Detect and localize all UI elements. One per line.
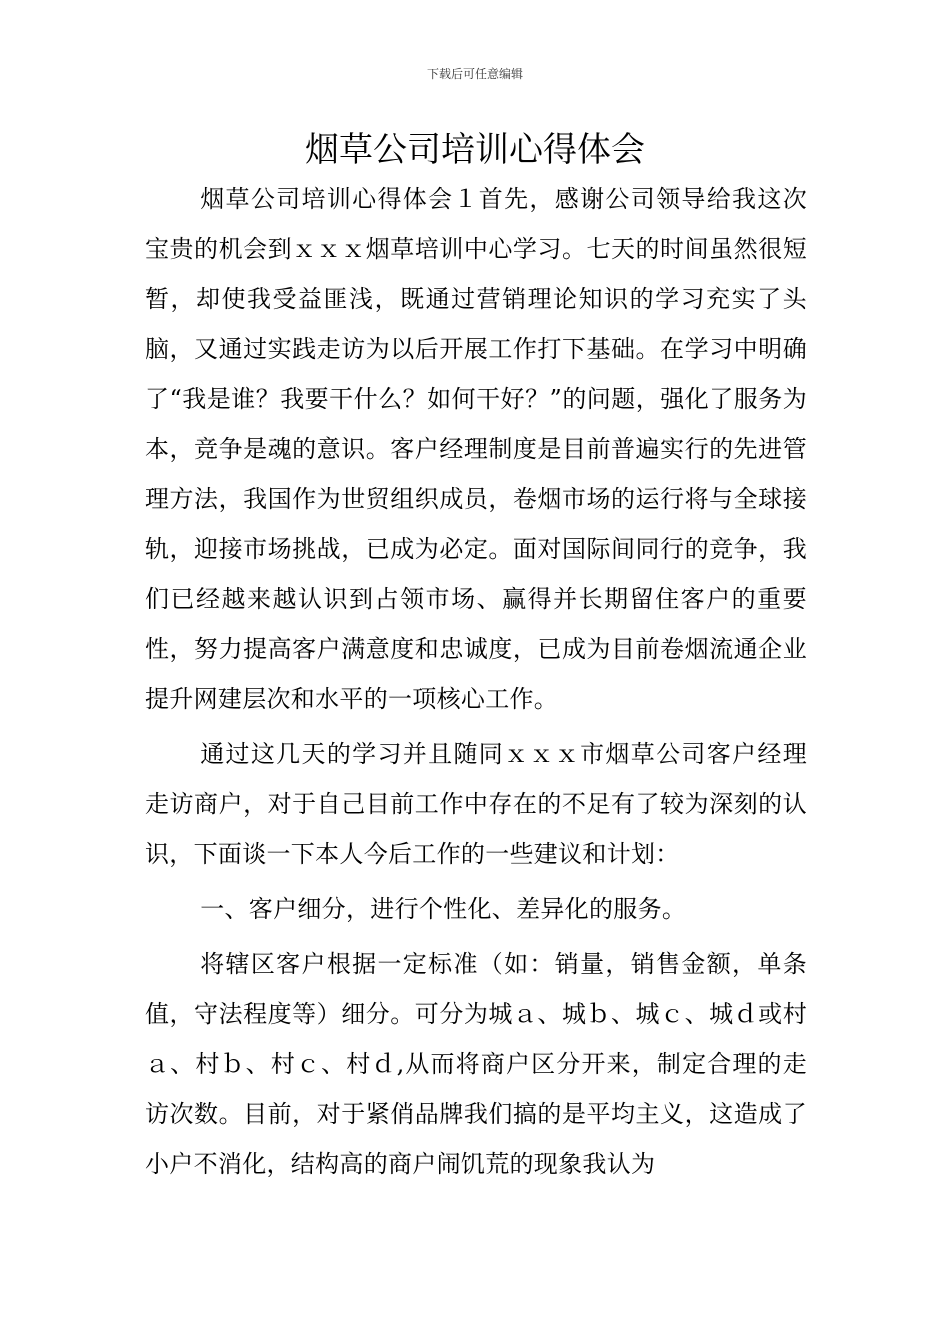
header-note: 下载后可任意编辑: [426, 67, 523, 81]
paragraph-2: 通过这几天的学习并且随同ｘｘｘ市烟草公司客户经理走访商户，对于自己目前工作中存在的不足有了较为深刻的认识，下面谈一下本人今后工作的一些建议和计划：: [145, 740, 807, 868]
document-body: [145, 174, 807, 1194]
paragraph-3: 将辖区客户根据一定标准（如：销量，销售金额，单条值，守法程度等）细分。可分为城ａ、城ｂ、城ｃ、城ｄ或村ａ、村ｂ、村ｃ、村ｄ,从而将商户区分开来，制定合理的走访次数。目前，对于紧俏品牌我们搞的是平均主义，这造成了小户不消化，结构高的商户闹饥荒的现象我认为: [145, 950, 807, 1178]
paragraph-1: 烟草公司培训心得体会１首先，感谢公司领导给我这次宝贵的机会到ｘｘｘ烟草培训中心学习。七天的时间虽然很短暂，却使我受益匪浅，既通过营销理论知识的学习充实了头脑，又通过实践走访为以后开展工作打下基础。在学习中明确了“我是谁？我要干什么？如何干好？”的问题，强化了服务为本，竞争是魂的意识。客户经理制度是目前普遍实行的先进管理方法，我国作为世贸组织成员，卷烟市场的运行将与全球接轨，迎接市场挑战，已成为必定。面对国际间同行的竞争，我们已经越来越认识到占领市场、赢得并长期留住客户的重要性，努力提高客户满意度和忠诚度，已成为目前卷烟流通企业提升网建层次和水平的一项核心工作。: [145, 185, 807, 713]
document-title: 烟草公司培训心得体会: [305, 130, 645, 170]
section-heading-1: 一、客户细分，进行个性化、差异化的服务。: [200, 895, 687, 923]
